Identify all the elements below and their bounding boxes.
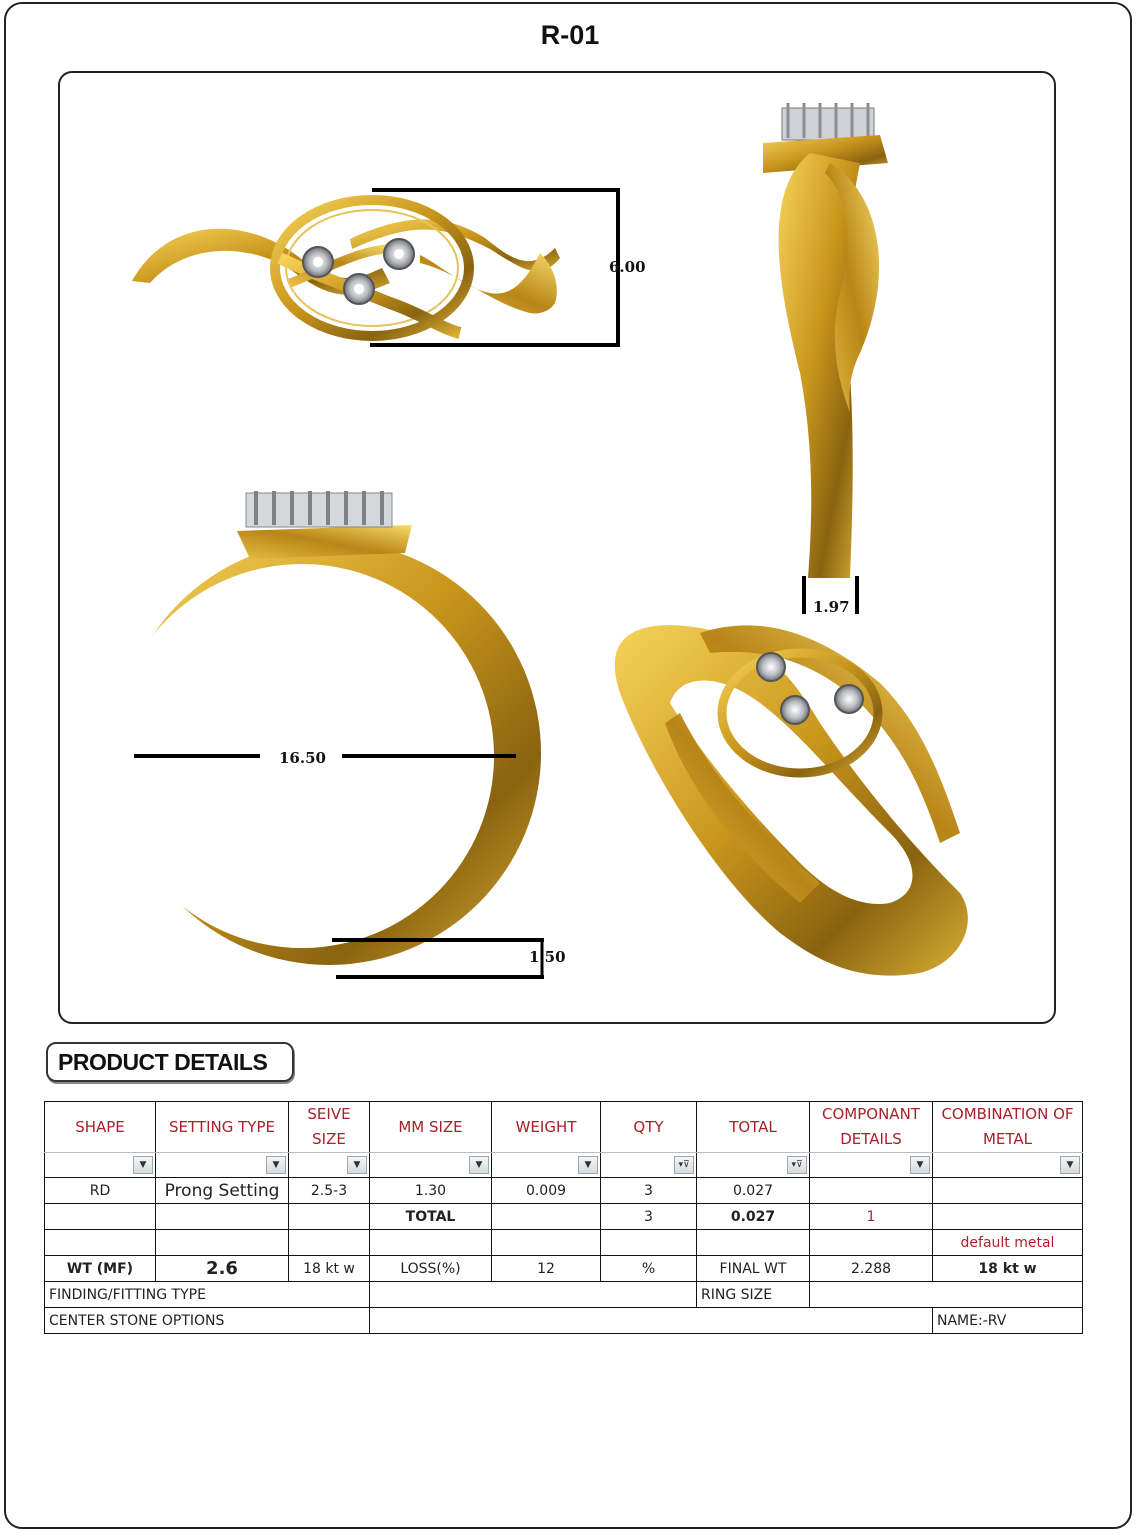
wt-label: WT (MF) xyxy=(45,1256,156,1282)
cell-setting-type: Prong Setting xyxy=(156,1178,289,1204)
filter-dropdown-icon[interactable]: ▼ xyxy=(469,1156,489,1174)
cell-seive-size: 2.5-3 xyxy=(289,1178,370,1204)
filter-row xyxy=(45,1153,1083,1178)
final-wt-label: FINAL WT xyxy=(697,1256,810,1282)
header-componant-details: COMPONANT DETAILS xyxy=(810,1102,933,1153)
dim-diameter-label: 16.50 xyxy=(279,749,326,767)
cell-qty: 3 xyxy=(601,1178,697,1204)
componant-count: 1 xyxy=(810,1204,933,1230)
dim-thickness-label: 1.50 xyxy=(529,948,566,966)
filter-dropdown-icon[interactable]: ▼ xyxy=(910,1156,930,1174)
filter-dropdown-icon[interactable]: ▼ xyxy=(133,1156,153,1174)
drawing-panel xyxy=(58,71,1056,1024)
metal-note-row xyxy=(45,1230,1083,1256)
dim-height-label: 6.00 xyxy=(609,258,646,276)
designer-name: NAME:-RV xyxy=(933,1308,1083,1334)
dim-width-label: 1.97 xyxy=(813,598,850,616)
header-row xyxy=(45,1102,1083,1153)
cell-mm-size: 1.30 xyxy=(370,1178,492,1204)
total-qty: 3 xyxy=(601,1204,697,1230)
cell-total: 0.027 xyxy=(697,1178,810,1204)
center-stone-row xyxy=(45,1308,1083,1334)
table-row xyxy=(45,1178,1083,1204)
top-view xyxy=(132,188,646,347)
karat: 18 kt w xyxy=(289,1256,370,1282)
header-seive-size: SEIVE SIZE xyxy=(289,1102,370,1153)
header-combination-of-metal: COMBINATION OF METAL xyxy=(933,1102,1083,1153)
side-view xyxy=(763,103,888,616)
ring-size-label: RING SIZE xyxy=(697,1282,810,1308)
finding-row xyxy=(45,1282,1083,1308)
design-code-title: R-01 xyxy=(540,20,600,50)
header-total: TOTAL xyxy=(697,1102,810,1153)
loss-label: LOSS(%) xyxy=(370,1256,492,1282)
loss-value: 12 xyxy=(492,1256,601,1282)
final-wt-value: 2.288 xyxy=(810,1256,933,1282)
percent-sign: % xyxy=(601,1256,697,1282)
filter-dropdown-icon[interactable]: ▼ xyxy=(347,1156,367,1174)
filter-active-icon[interactable]: ▾⊽ xyxy=(674,1156,694,1174)
filter-dropdown-icon[interactable]: ▼ xyxy=(266,1156,286,1174)
cell-shape: RD xyxy=(45,1178,156,1204)
total-row xyxy=(45,1204,1083,1230)
wt-value: 2.6 xyxy=(156,1256,289,1282)
filter-dropdown-icon[interactable]: ▼ xyxy=(1060,1156,1080,1174)
cell-weight: 0.009 xyxy=(492,1178,601,1204)
filter-active-icon[interactable]: ▾⊽ xyxy=(787,1156,807,1174)
perspective-view xyxy=(615,625,968,975)
diamond-cluster-top xyxy=(303,239,414,304)
total-carat: 0.027 xyxy=(697,1204,810,1230)
header-setting-type: SETTING TYPE xyxy=(156,1102,289,1153)
weight-row xyxy=(45,1256,1083,1282)
filter-dropdown-icon[interactable]: ▼ xyxy=(578,1156,598,1174)
center-stone-label: CENTER STONE OPTIONS xyxy=(45,1308,370,1334)
header-mm-size: MM SIZE xyxy=(370,1102,492,1153)
total-label: TOTAL xyxy=(370,1204,492,1230)
product-details-heading: PRODUCT DETAILS xyxy=(46,1042,294,1082)
final-karat: 18 kt w xyxy=(933,1256,1083,1282)
metal-note: default metal xyxy=(933,1230,1083,1256)
header-qty: QTY xyxy=(601,1102,697,1153)
header-weight: WEIGHT xyxy=(492,1102,601,1153)
product-details-table xyxy=(44,1101,1083,1334)
finding-label: FINDING/FITTING TYPE xyxy=(45,1282,370,1308)
header-shape: SHAPE xyxy=(45,1102,156,1153)
ring-views xyxy=(60,73,1058,1026)
front-view xyxy=(110,491,566,979)
